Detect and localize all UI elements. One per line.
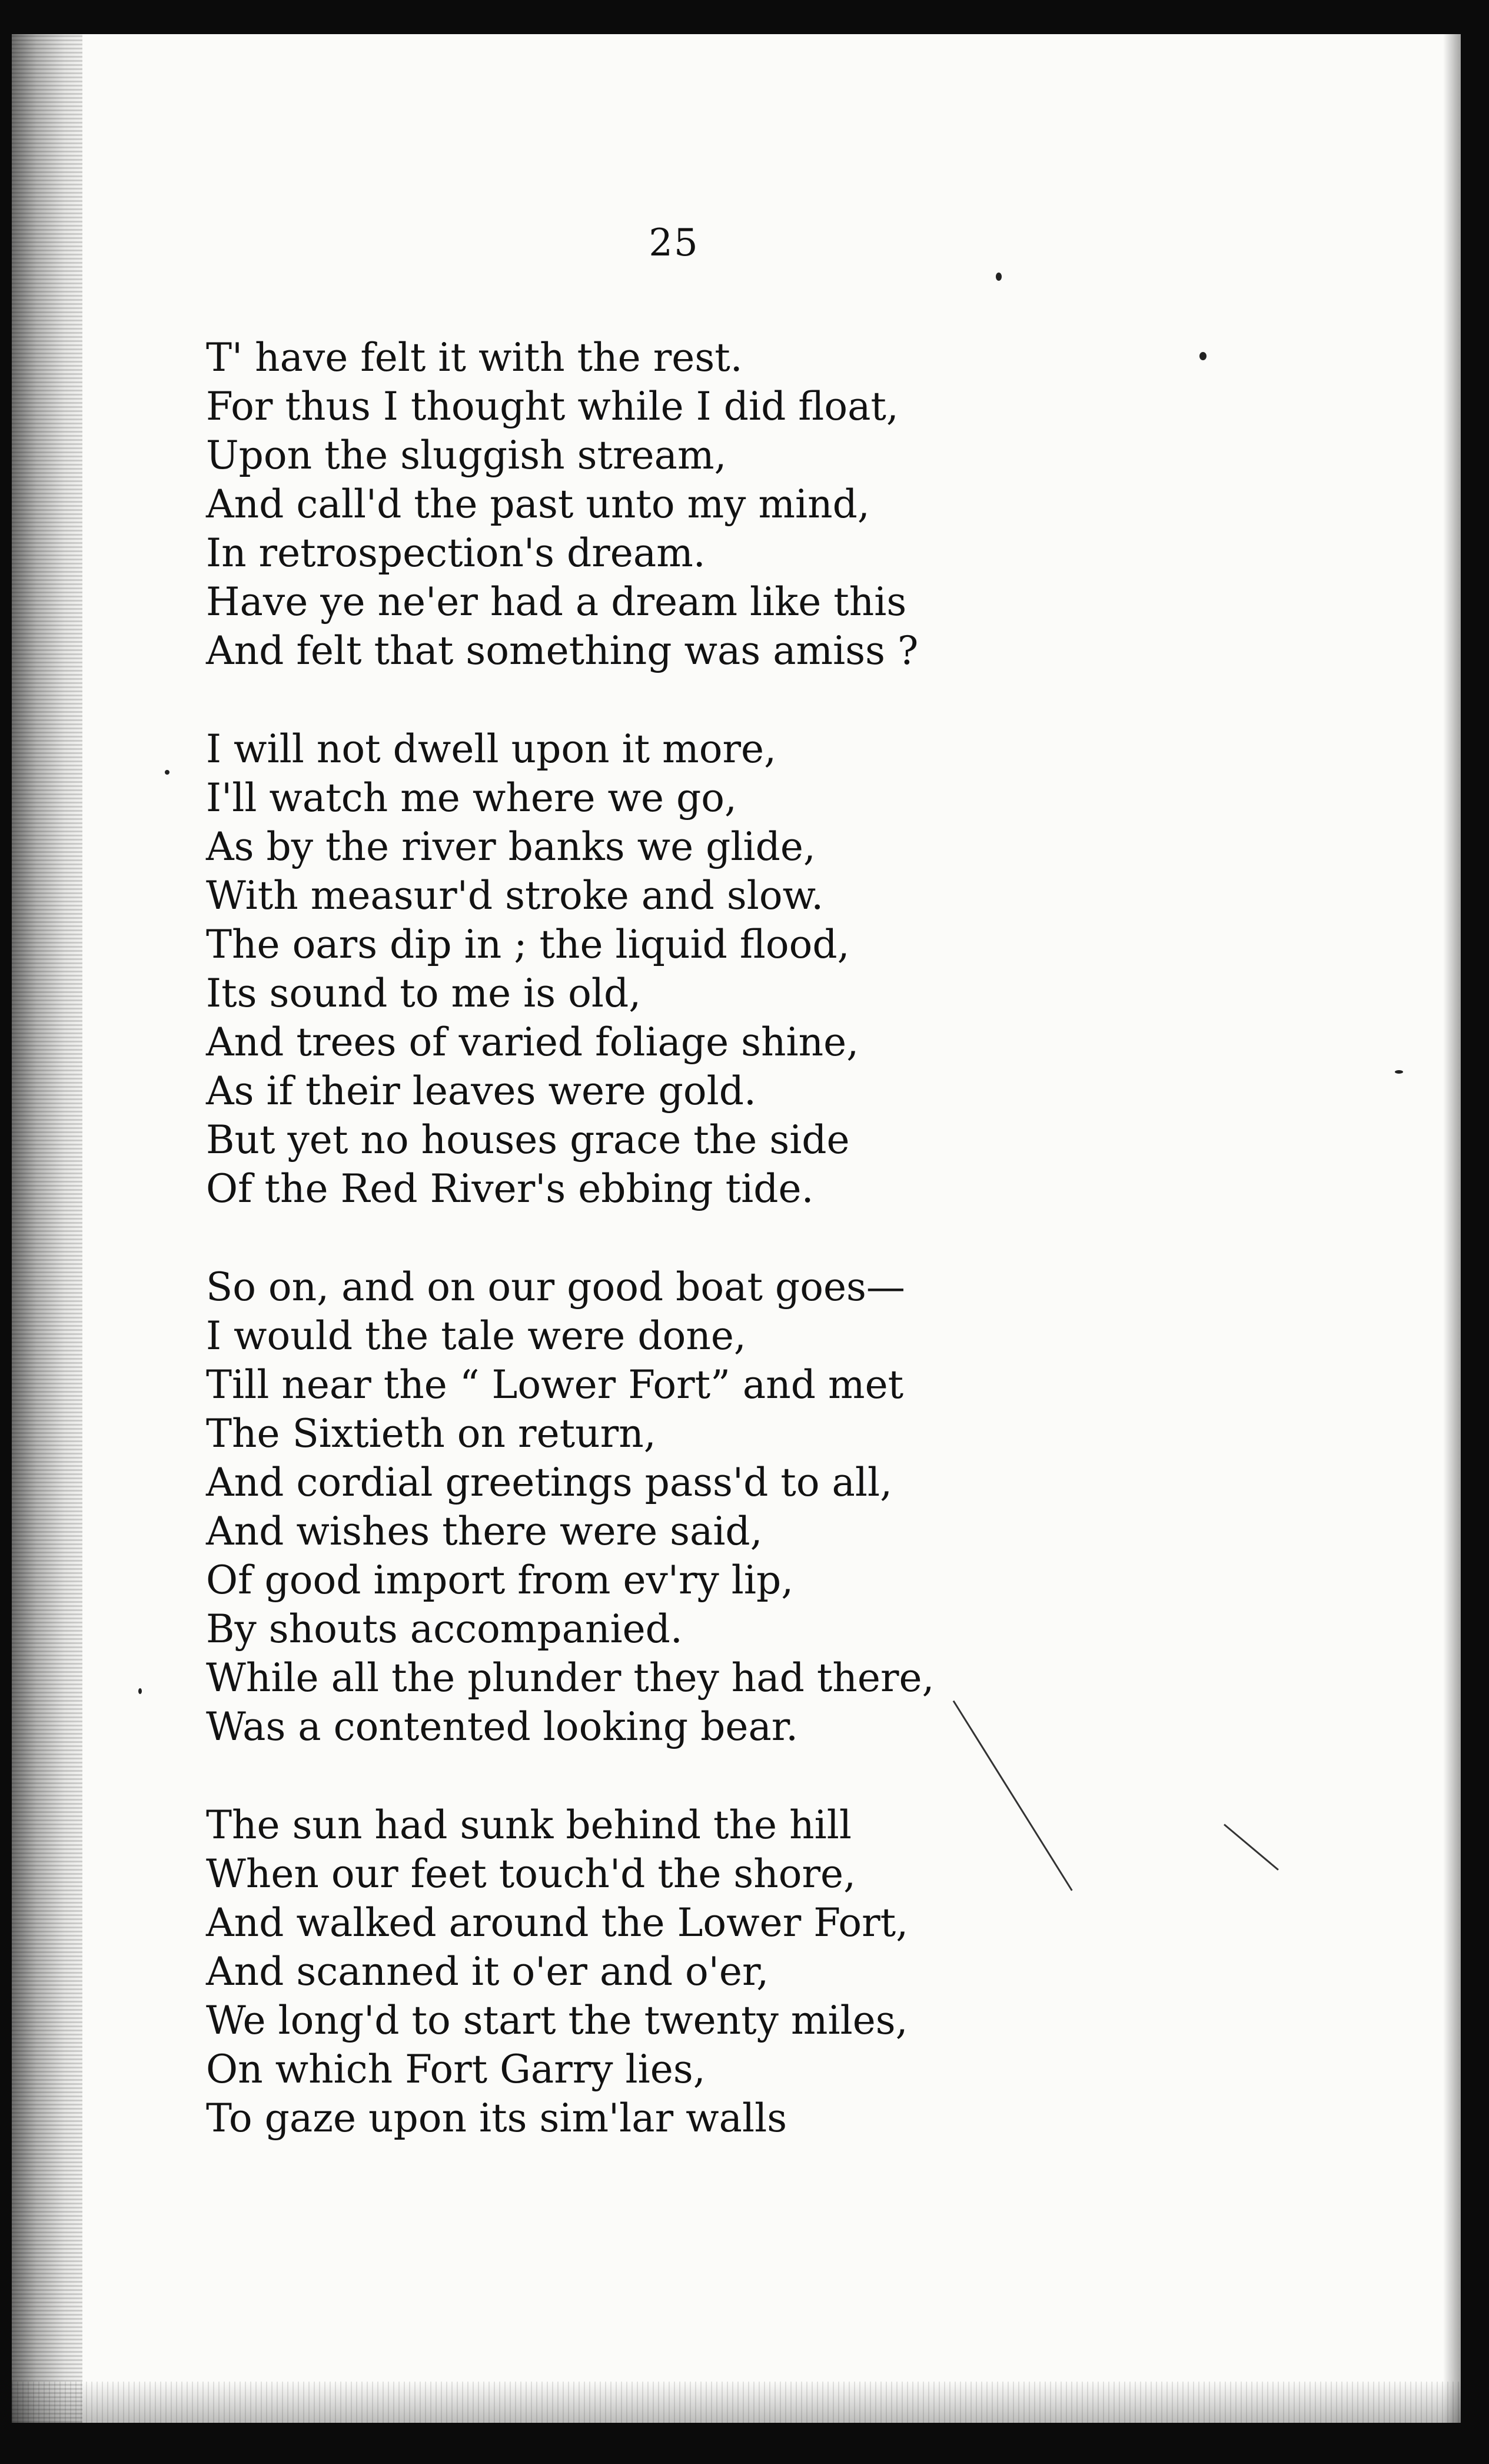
binding-shadow [12,34,82,2423]
poem-line: On which Fort Garry lies, [206,2047,706,2092]
poem-line: But yet no houses grace the side [206,1117,850,1163]
poem-line: And walked around the Lower Fort, [206,1900,909,1945]
poem-line: And call'd the past unto my mind, [206,481,870,527]
ink-speck [138,1688,142,1694]
poem-line: So on, and on our good boat goes— [206,1264,905,1310]
poem-line: Its sound to me is old, [206,971,642,1016]
book-page [12,34,1461,2423]
poem-line: While all the plunder they had there, [206,1655,935,1701]
poem-body [206,333,1324,2192]
poem-line: Of the Red River's ebbing tide. [206,1166,814,1211]
poem-line: The oars dip in ; the liquid flood, [206,922,850,967]
stanza [206,333,1324,675]
poem-line: T' have felt it with the rest. [206,335,743,380]
poem-line: And trees of varied foliage shine, [206,1020,859,1065]
ink-speck [996,273,1002,281]
poem-line: To gaze upon its sim'lar walls [206,2096,787,2141]
poem-line: We long'd to start the twenty miles, [206,1998,908,2043]
ink-speck [165,770,169,775]
page-bottom-edge [12,2382,1461,2423]
page-number: 25 [649,221,699,265]
poem-line: As if their leaves were gold. [206,1068,756,1114]
poem-line: Was a contented looking bear. [206,1704,799,1749]
poem-line: And felt that something was amiss ? [206,628,919,673]
poem-line: As by the river banks we glide, [206,824,816,869]
stanza [206,1263,1324,1751]
poem-line: Till near the “ Lower Fort” and met [206,1362,904,1407]
poem-line: Upon the sluggish stream, [206,433,727,478]
stanza [206,1801,1324,2143]
poem-line: With measur'd stroke and slow. [206,873,824,918]
ink-speck [1395,1070,1403,1074]
poem-line: I would the tale were done, [206,1313,746,1359]
stanza [206,725,1324,1213]
poem-line: I will not dwell upon it more, [206,726,777,772]
poem-line: By shouts accompanied. [206,1606,683,1652]
poem-line: In retrospection's dream. [206,530,706,576]
page-edge-shadow [1443,34,1461,2423]
poem-line: Have ye ne'er had a dream like this [206,579,907,625]
poem-line: And scanned it o'er and o'er, [206,1949,769,1994]
poem-line: I'll watch me where we go, [206,775,737,821]
poem-line: Of good import from ev'ry lip, [206,1558,794,1603]
poem-line: And wishes there were said, [206,1509,763,1554]
poem-line: For thus I thought while I did float, [206,384,899,429]
poem-line: When our feet touch'd the shore, [206,1851,856,1897]
poem-line: And cordial greetings pass'd to all, [206,1460,893,1505]
poem-line: The sun had sunk behind the hill [206,1802,852,1848]
poem-line: The Sixtieth on return, [206,1411,656,1456]
